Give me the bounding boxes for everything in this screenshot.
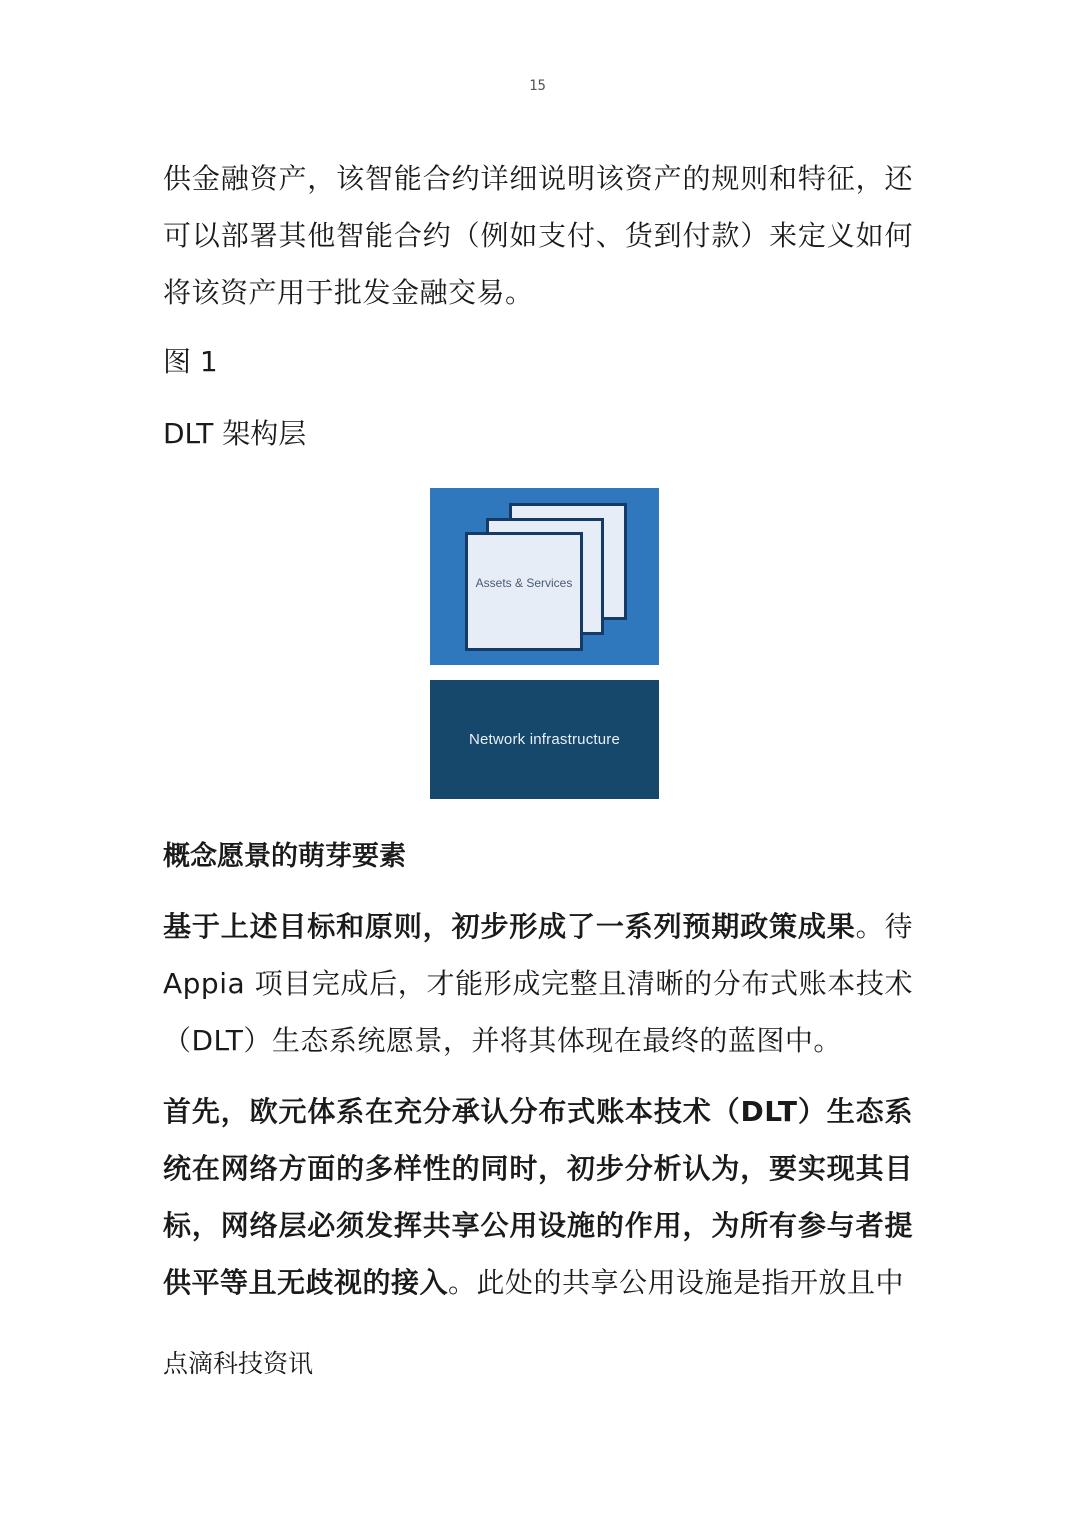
paragraph-2-normal: 。待Appia 项目完成后，才能形成完整且清晰的分布式账本技术（DLT）生态系统愿景，并将其体现在最终的蓝图中。 — [163, 910, 913, 1057]
page-number: 15 — [529, 78, 546, 94]
paragraph-1: 供金融资产，该智能合约详细说明该资产的规则和特征，还可以部署其他智能合约（例如支付、货到付款）来定义如何将该资产用于批发金融交易。 — [163, 162, 913, 309]
paragraph-3 — [163, 1083, 913, 1311]
paragraph-2 — [163, 898, 913, 1069]
asset-card-front — [465, 532, 583, 651]
figure-label: 图 1 — [163, 345, 218, 378]
paragraph-3-bold: 首先，欧元体系在充分承认分布式账本技术（DLT）生态系统在网络方面的多样性的同时，初步分析认为，要实现其目标，网络层必须发挥共享公用设施的作用，为所有参与者提供平等且无歧视的接入 — [163, 1095, 913, 1299]
network-infrastructure-label: Network infrastructure — [468, 731, 621, 748]
paragraph-3-normal: 。此处的共享公用设施是指开放且中 — [448, 1266, 905, 1299]
assets-layer-block — [430, 488, 659, 665]
figure-title: DLT 架构层 — [163, 417, 307, 450]
section-heading: 概念愿景的萌芽要素 — [163, 841, 406, 872]
paragraph-2-bold: 基于上述目标和原则，初步形成了一系列预期政策成果 — [163, 910, 856, 943]
dlt-architecture-diagram — [430, 488, 660, 799]
network-layer-block — [430, 680, 659, 799]
assets-services-label: Assets & Services — [475, 576, 573, 590]
footer-source: 点滴科技资讯 — [163, 1349, 314, 1378]
